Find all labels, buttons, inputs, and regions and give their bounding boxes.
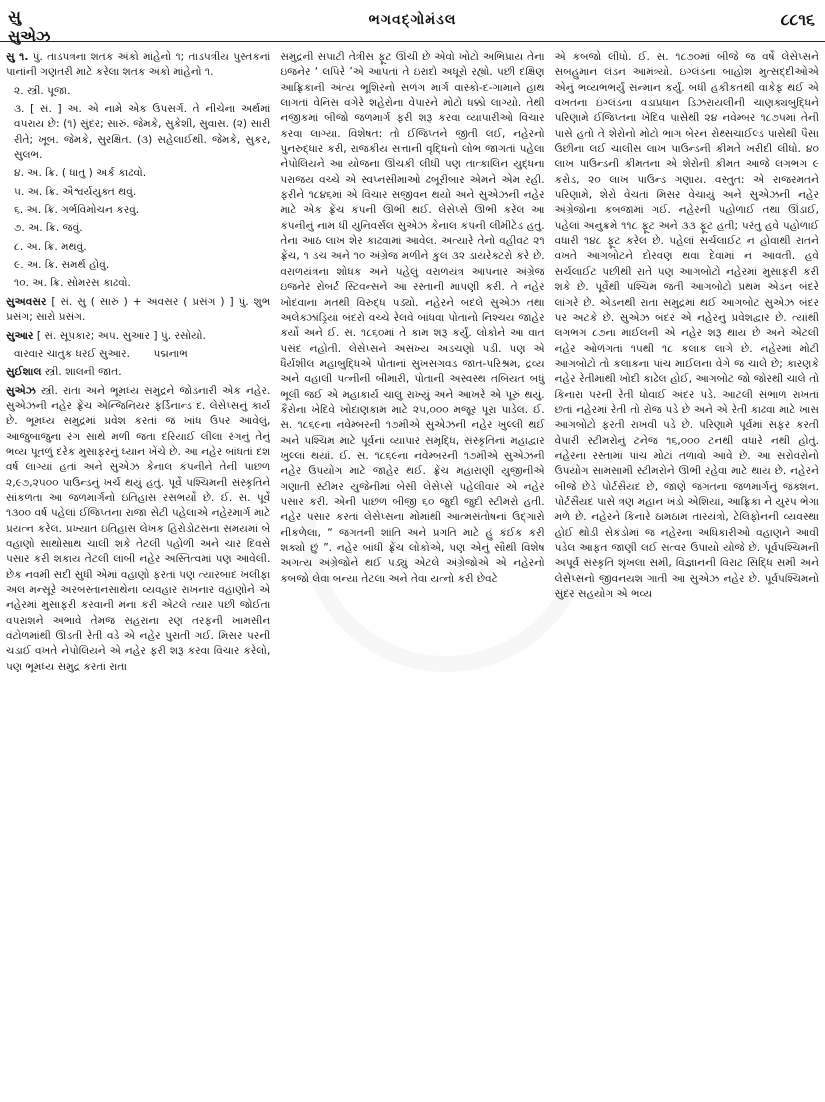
entry-suez — [6, 384, 270, 676]
sense-9: ૯. અ. ક્રિ. સમર્થ હોવું. — [14, 259, 110, 272]
sense-8: ૮. અ. ક્રિ. મથવું. — [14, 240, 87, 253]
entry-suar — [6, 329, 270, 344]
quote: વારવાર ચાતુક ધરઈ સુઆર. — [14, 347, 130, 360]
text-columns — [6, 50, 819, 1096]
headword: સુ ૧. — [6, 51, 29, 63]
column-1 — [6, 50, 270, 1096]
book-title: ભગવદ્ગોમંડલ — [368, 12, 457, 28]
entry-suavasar — [6, 295, 270, 326]
column-2 — [280, 50, 544, 1096]
sense-7: ૭. અ. ક્રિ. જવું. — [14, 222, 83, 235]
definition: પું. તાડપત્રના શતક અંકો માંહેનો ૧; તાડપત્રીય પુસ્તકનાં પાનાંની ગણતરી માટે કરેલા શતક અંકો માંહેનો ૧. — [6, 51, 271, 79]
paragraph: એ કબજો લીધો. ઈ. સ. ૧૮૭૦માં બીજે જ વર્ષે લેસેપ્સને સબહુમાન લંડન આમંત્ર્યો. ઇંગ્લંડના બાહોશ મુત્સદ્દીઓએ એનું ભવ્યભભર્યું સન્માન કર્યું. બધી હકીકતથી વાકેફ થઈ એ વખતના ઇંગ્લંડના વડાપ્રધાન ડિઝરાયલીની ચાણક્યબુદ્ધિને પરિણામે ઈજિપ્તના ખેદિવ પાસેથી ૨૪ નવેમ્બર ૧૮૭૫માં તેની પાસે હતો તે શેરોનો મોટો ભાગ બેરન રોથ્સચાઈલ્ડ પાસેથી પૈસા ઉછીના લઈ ચાલીસ લાખ પાઉન્ડની કીમતે ખરીદી લીધો. ૪૦ લાખ પાઉન્ડની કીમતના એ શેરોની કીમત આજે લગભગ ૯ કરોડ, ૨૦ લાખ પાઉન્ડ ગણાય. વસ્તુત: એ રાજરમતને પરિણામે, શેરો વેચતાં મિસર વેચાયું અને સુએઝની નહેર અંગ્રેજોના કબજામાં ગઈ. નહેરની પહોળાઈ તથા ઊંડાઈ, પહેલાં અનુક્રમે ૧૧૮ ફૂટ અને ૩૩ ફૂટ હતી; પરંતુ હવે પહોળાઈ વધારી ૧૪૮ ફૂટ કરેલ છે. પહેલાં સર્ચલાઈટ ન હોવાથી રાતને વખતે આગબોટને દોરવણ થવા દેવામાં ન આવતી. હવે સર્ચલાઈટ પછીથી રાતે પણ આગબોટો નહેરમાં મુસાફરી કરી શકે છે. પૂર્વેથી પશ્ચિમ જતી આગબોટો પ્રથમ એડન બંદરે લાંગરે છે. એડનથી રાતા સમુદ્રમાં થઈ આગબોટ સુએઝ બંદર પર અટકે છે. સુએઝ બંદર એ નહેરનું પ્રવેશદ્વાર છે. ત્યાંથી લગભગ ૮૭ના માઈલની એ નહેર શરૂ થાય છે અને એટલી નહેર ઓળંગતાં ૧૫થી ૧૮ કલાક લાગે છે. નહેરમાં મોટી આગબોટો તો કલાકના પાંચ માઈલના વેગે જ ચાલે છે; કારણકે નહેર રેતીમાંથી ખોદી કાઢેલ હોઈ, આગબોટ જો જોરથી ચાલે તો કિનારા પરની રેતી ધોવાઈ અંદર પડે. આટલી સંભાળ રાખતાં છતાં નહેરમાં રેતી તો રોજ પડે છે અને એ રેતી કાઢવા માટે ખાસ આગબોટો ફરતી રાખવી પડે છે. પરિણામે પૂર્વમાં સફર કરતી વેપારી સ્ટીમરોનું ટનેજ ૧૬,૦૦૦ ટનથી વધારે નથી હોતું. નહેરના રસ્તામાં પાંચ મોટાં તળાવો આવે છે. આ સરોવરોનો ઉપયોગ સામસામી સ્ટીમરોને ઊભી રહેવા માટે થાય છે. નહેરને બીજે છેડે પોર્ટસૈયદ છે, જાણે જગતના જળમાર્ગનું જંક્શન. પોર્ટસૈયદ પાસે ત્રણ મહાન ખંડો એશિયા, આફ્રિકા ને યુરપ ભેગા મળે છે. નહેરને કિનારે ઠામઠામ તારયંત્રો, ટેલિફોનની વ્યવસ્થા હોઈ થોડી સેકંડોમાં જ નહેરના અધિકારીઓ વહાણને આવી પડેલ આફત જાણી લઈ સત્વર ઉપાયો યોજે છે. પૂર્વપશ્ચિમની અપૂર્વ સંસ્કૃતિ શૃંખલા સમી, વિજ્ઞાનની વિરાટ સિદ્ધિ સમી અને લેસેપ્સનો જીવનયશ ગાતી આ સુએઝ નહેર છે. પૂર્વપશ્ચિમનો સુંદર સહયોગ એ ભવ્ય — [554, 51, 819, 601]
definition: સ્ત્રી. રાતા અને ભૂમધ્ય સમુદ્રને જોડનારી એક નહેર. સુએઝની નહેર ફ્રેંચ એન્જિનિયર ફર્ડિનાન્ડ દ. લેસેપ્સનું કાર્ય છે. ભૂમધ્ય સમુદ્રમાં પ્રવેશ કરતાં જ ખાંધ ઉપર આવેલું, આજુબાજુના રંગ સાથે મળી જતા દરિયાઈ લીલા રંગનું તેનું ભવ્ય પૂતળું દરેક મુસાફરનું ધ્યાન ખેંચે છે. આ નહેર બાંધતાં દશ વર્ષ લાગ્યાં હતાં અને સુએઝ કેનાલ કંપનીને તેની પાછળ ૨,૯૭,૨૫૦૦ પાઉન્ડનું ખર્ચ થયું હતું. પૂર્વે પશ્ચિમની સંસ્કૃતિને સાંકળતા આ જળમાર્ગનો ઇતિહાસ રસભર્યો છે. ઈ. સ. પૂર્વે ૧૩૦૦ વર્ષ પહેલાં ઈજિપ્તના રાજા સેટી પહેલાએ નહેરમાર્ગ માટે પ્રયત્ન કરેલ. પ્રખ્યાત ઇતિહાસ લેખક હિરોડોટસના સમયમાં બે વહાણો સાથોસાથ ચાલી શકે તેટલી પહોળી અને ચાર દિવસે પસાર કરી શકાય તેટલી લાંબી નહેર અસ્તિત્વમાં પણ આવેલી. છેક નવમી સદી સુધી એમાં વહાણો ફરતાં પણ ત્યારબાદ ખલીફા અલ મન્સૂરે અરબસ્તાનસાથેના વ્યવહાર રાખનાર વહાણોને એ નહેરમાં મુસાફરી કરવાની મના કરી એટલે ત્યાર પછી જોઈતા વપરાશને અભાવે તેમજ સહરાના રણ તરફની ખામસીન વંટોળમાંથી ઊડતી રેતી વડે એ નહેર પુરાતી ગઈ. મિસર પરની ચડાઈ વખતે નેપોલિયને એ નહેર ફરી શરૂ કરવા વિચાર કરેલો, પણ ભૂમધ્ય સમુદ્ર કરતાં રાતા — [6, 384, 271, 673]
source: પદ્મનાભ — [153, 347, 188, 360]
headword: સુઆર — [6, 329, 34, 342]
sense-4: ૪. અ. ક્રિ. ( ધાતુ ) અર્ક કાઢવો. — [14, 167, 147, 180]
citation — [6, 347, 270, 362]
page-header — [0, 6, 825, 45]
sense-6: ૬. અ. ક્રિ. ગર્ભવિમોચન કરવું. — [14, 204, 140, 217]
headword: સુઈશાલ — [6, 366, 42, 379]
definition: [ સં. સુ ( સારું ) + અવસર ( પ્રસંગ ) ] પું. શુભ પ્રસંગ; સારો પ્રસંગ. — [6, 295, 271, 324]
paragraph: સમુદ્રની સપાટી તેત્રીસ ફૂટ ઊંચી છે એવો ખોટો અભિપ્રાય તેના ઇજનેર ‘ લપિરે ’એ આપતાં તે ઇરાદો અધૂરો રહ્યો. પછી દક્ષિણ આફ્રિકાની અંત્ય ભૂશિરનો સળંગ માર્ગ વાસ્કો-દ-ગામાને હાથ લાગતાં વેનિસ વગેરે શહેરોના વેપારને મોટો ધક્કો લાગ્યો. તેથી નજીકમાં બીજો જળમાર્ગ ફરી શરૂ કરવા વ્યાપારીઓ વિચાર કરવા લાગ્યા. વિશેષત: તો ઈજિપ્તને જીતી લઈ, નહેરનો પુનરુદ્ધાર કરી, રાજકીય સત્તાની વૃદ્ધિનો લોભ જાગતાં પહેલા નેપોલિયને આ યોજના ઊંચકી લીધી પણ તાત્કાલિન યુદ્ધના પરાજય વચ્ચે એ સ્વપ્નસીમાઓ ઢબૂરીબાર એમને એમ રહી. ફરીને ૧૮૪૬માં એ વિચાર સજીવન થયો અને સુએઝની નહેર માટે એક ફ્રેંચ કંપની ઊભી થઈ. લેસેપ્સે ઊભી કરેલ આ કંપનીનું નામ ધી યુનિવર્સલ સુએઝ કેનાલ કંપની લીમીટેડ હતું. તેના આઠ લાખ શેર કાઢવામાં આવેલ. અત્યારે તેનો વહીવટ ૨૧ ફ્રેંચ, ૧ ડચ અને ૧૦ અંગ્રેજ મળીને કુલ ૩૨ ડાયરેક્ટરો કરે છે. વરાળયંત્રના શોધક અને પહેલું વરાળયંત્ર આપનાર અંગ્રેજ ઇજનેર રોબર્ટ સ્ટિવન્સને આ રસ્તાની માપણી કરી. તે નહેર ખોદવાના મતથી વિરુદ્ધ પડ્યો. નહેરને બદલે સુએઝ તથા અલેક્ઝાંડ્રિયા બંદરો વચ્ચે રેલવે બાંધવા પોતાનો નિશ્ચય જાહેર કર્યો અને ઈ. સ. ૧૮૬૦માં તે કામ શરૂ કર્યું. લોકોને આ વાત પસંદ નહોતી. લેસેપ્સને અસંખ્ય અડચણો પડી. પણ એ ધૈર્યશીલ મહાબુદ્ધિએ પોતાનાં સુખસગવડ જાત-પરિશ્રમ, દ્રવ્ય અને વહાલી પત્નીની બીમારી, પોતાની અસ્વસ્થ તબિયત બધું ભૂલી જઈ એ મહાકાર્ય ચાલુ રાખ્યું અને આખરે એ પૂરું થયું. કૈરોના ખેદિવે ખોદાણકામ માટે ૨૫,૦૦૦ મજૂર પૂરા પાડેલ. ઈ. સ. ૧૮૬૯ના નવેમ્બરની ૧૭મીએ સુએઝની નહેર ખુલ્લી થઈ અને પશ્ચિમ માટે પૂર્વનાં વ્યાપાર સમૃદ્ધિ, સંસ્કૃતિનાં મહાદ્વાર ખુલ્લાં થયાં. ઈ. સ. ૧૮૬૯ના નવેમ્બરની ૧૭મીએ સુએઝની નહેર ઉપયોગ માટે જાહેર થઈ. ફ્રેંચ મહારાણી યુજીનીએ ગણાતી સ્ટીમર યુજેનીમાં બેસી લેસેપ્સે પહેલીવાર એ નહેર પસાર કરી. એની પાછળ બીજી ૬૦ જુદી જુદી સ્ટીમરો હતી. નહેર પસાર કરતાં લેસેપ્સના મોંમાંથી આત્મસંતોષનાં ઉદ્ગારો નીકળેલા, “ જગતની શાંતિ અને પ્રગતિ માટે હું કંઈક કરી શક્યો છું ”. નહેર બાંધી ફ્રેંચ લોકોએ, પણ એનું સૌથી વિશેષ અગત્ય અંગ્રેજોને થઈ પડ્યું એટલે અંગ્રેજોએ એ નહેરનો કબજો લેવા બન્યા તેટલા અને તેવા યત્નો કરી છેવટે — [280, 51, 545, 585]
sense-3: ૩. [ સં. ] અ. એ નામે એક ઉપસર્ગ. તે નીચેના અર્થમાં વપરાય છે: (૧) સુંદર; સારું. જેમકે, સુકેશી, સુવાસ. (૨) સારી રીતે; ખૂબ. જેમકે, સુરક્ષિત. (૩) સહેલાઈથી. જેમકે, સુકર, સુલભ. — [14, 103, 271, 162]
headword: સુએઝ — [6, 384, 36, 397]
entry-su-1 — [6, 50, 270, 81]
headword: સુઅવસર — [6, 295, 47, 308]
definition: સ્ત્રી. શાલની જાત. — [41, 366, 122, 379]
sense-10: ૧૦. અ. ક્રિ. સોમરસ કાઢવો. — [14, 277, 131, 290]
entry-suishal — [6, 365, 270, 380]
column-3 — [555, 50, 819, 1096]
sense-2: ૨. સ્ત્રી. પૂજા. — [14, 84, 71, 97]
guide-word-second: સુએઝ — [8, 27, 51, 45]
header-rule — [0, 41, 825, 42]
page-number: ૮૮૧૬ — [780, 10, 815, 29]
sense-5: ૫. અ. ક્રિ. ઐશ્વર્યયુક્ત થવું. — [14, 185, 137, 198]
guide-word-first: સુ — [8, 7, 21, 26]
definition: [ સં. સૂપકાર; અપ. સુઆર ] પું. રસોયો. — [33, 329, 206, 342]
